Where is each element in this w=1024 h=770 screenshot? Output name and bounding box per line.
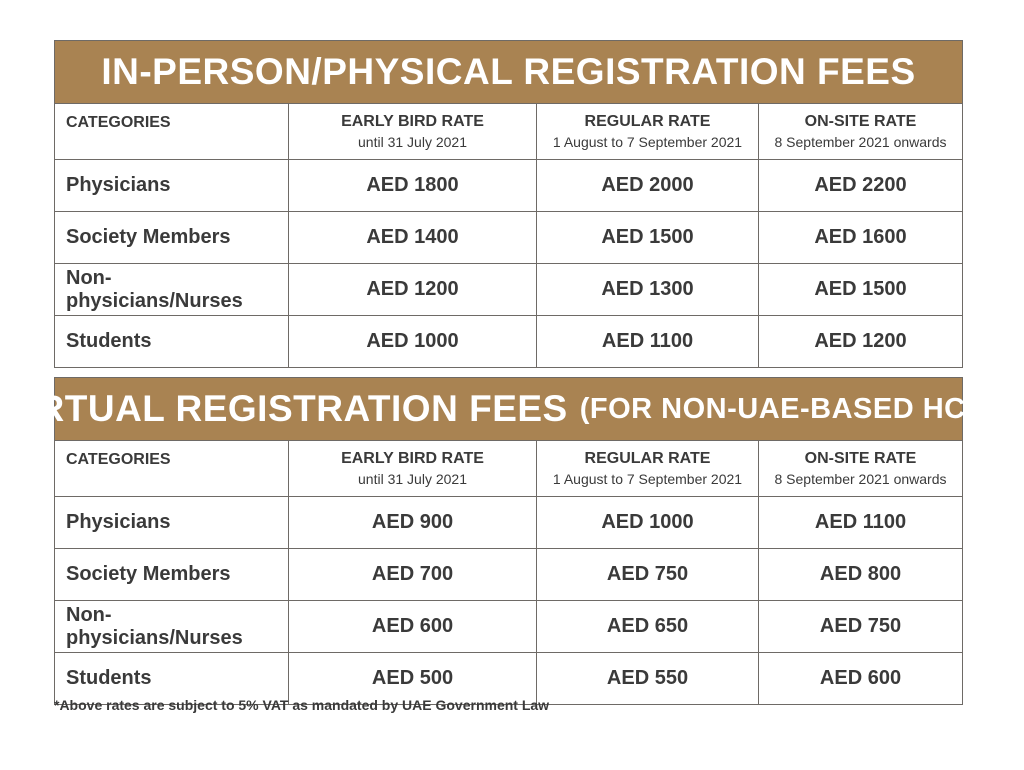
header-regular-title: REGULAR RATE — [584, 113, 711, 131]
header-categories: CATEGORIES — [66, 114, 171, 131]
regular-fee: AED 1100 — [536, 316, 758, 367]
table-row — [55, 600, 962, 652]
header-early-bird-title: EARLY BIRD RATE — [341, 450, 484, 468]
header-early-bird-dates: until 31 July 2021 — [358, 470, 467, 487]
virtual-header-row — [55, 440, 962, 496]
in-person-fees-table — [54, 40, 963, 368]
category-cell: Non-physicians/Nurses — [66, 603, 243, 649]
early-bird-fee: AED 1800 — [288, 160, 536, 211]
header-onsite-dates: 8 September 2021 onwards — [774, 470, 947, 487]
header-early-bird — [288, 441, 536, 496]
early-bird-fee: AED 900 — [288, 497, 536, 548]
header-onsite-dates: 8 September 2021 onwards — [774, 133, 947, 150]
header-regular-dates: 1 August to 7 September 2021 — [552, 133, 743, 150]
in-person-header-row — [55, 103, 962, 159]
table-row — [55, 548, 962, 600]
header-early-bird-title: EARLY BIRD RATE — [341, 113, 484, 131]
header-onsite-title: ON-SITE RATE — [804, 113, 917, 131]
header-regular — [536, 104, 758, 159]
onsite-fee: AED 800 — [758, 549, 962, 600]
header-onsite — [758, 441, 962, 496]
table-row — [55, 263, 962, 315]
in-person-title-text: IN-PERSON/PHYSICAL REGISTRATION FEES — [101, 51, 916, 92]
regular-fee: AED 1000 — [536, 497, 758, 548]
header-regular — [536, 441, 758, 496]
early-bird-fee: AED 1000 — [288, 316, 536, 367]
early-bird-fee: AED 700 — [288, 549, 536, 600]
onsite-fee: AED 600 — [758, 653, 962, 704]
early-bird-fee: AED 1400 — [288, 212, 536, 263]
regular-fee: AED 1500 — [536, 212, 758, 263]
virtual-fees-table — [1, 377, 1016, 705]
category-cell: Society Members — [66, 563, 231, 585]
regular-fee: AED 550 — [536, 653, 758, 704]
table-row — [55, 315, 962, 367]
regular-fee: AED 750 — [536, 549, 758, 600]
category-cell: Students — [66, 330, 152, 352]
virtual-title-subtitle: (FOR NON-UAE-BASED HCPS) — [579, 392, 1016, 425]
early-bird-fee: AED 600 — [288, 601, 536, 652]
regular-fee: AED 2000 — [536, 160, 758, 211]
header-regular-dates: 1 August to 7 September 2021 — [552, 470, 743, 487]
onsite-fee: AED 750 — [758, 601, 962, 652]
header-onsite-title: ON-SITE RATE — [804, 450, 917, 468]
in-person-table-title — [55, 41, 962, 103]
table-row — [55, 211, 962, 263]
category-cell: Students — [66, 667, 152, 689]
table-row — [55, 159, 962, 211]
category-cell: Society Members — [66, 226, 231, 248]
header-early-bird — [288, 104, 536, 159]
vat-footnote: *Above rates are subject to 5% VAT as mandated by UAE Government Law — [54, 697, 550, 713]
regular-fee: AED 650 — [536, 601, 758, 652]
category-cell: Physicians — [66, 511, 171, 533]
onsite-fee: AED 2200 — [758, 160, 962, 211]
category-cell: Non-physicians/Nurses — [66, 266, 243, 312]
header-categories: CATEGORIES — [66, 451, 171, 468]
early-bird-fee: AED 500 — [288, 653, 536, 704]
onsite-fee: AED 1100 — [758, 497, 962, 548]
category-cell: Physicians — [66, 174, 171, 196]
header-onsite — [758, 104, 962, 159]
onsite-fee: AED 1600 — [758, 212, 962, 263]
virtual-title-text: VIRTUAL REGISTRATION FEES — [1, 388, 568, 429]
onsite-fee: AED 1200 — [758, 316, 962, 367]
regular-fee: AED 1300 — [536, 264, 758, 315]
table-row — [55, 496, 962, 548]
onsite-fee: AED 1500 — [758, 264, 962, 315]
header-regular-title: REGULAR RATE — [584, 450, 711, 468]
header-early-bird-dates: until 31 July 2021 — [358, 133, 467, 150]
virtual-table-title — [1, 378, 1016, 440]
early-bird-fee: AED 1200 — [288, 264, 536, 315]
